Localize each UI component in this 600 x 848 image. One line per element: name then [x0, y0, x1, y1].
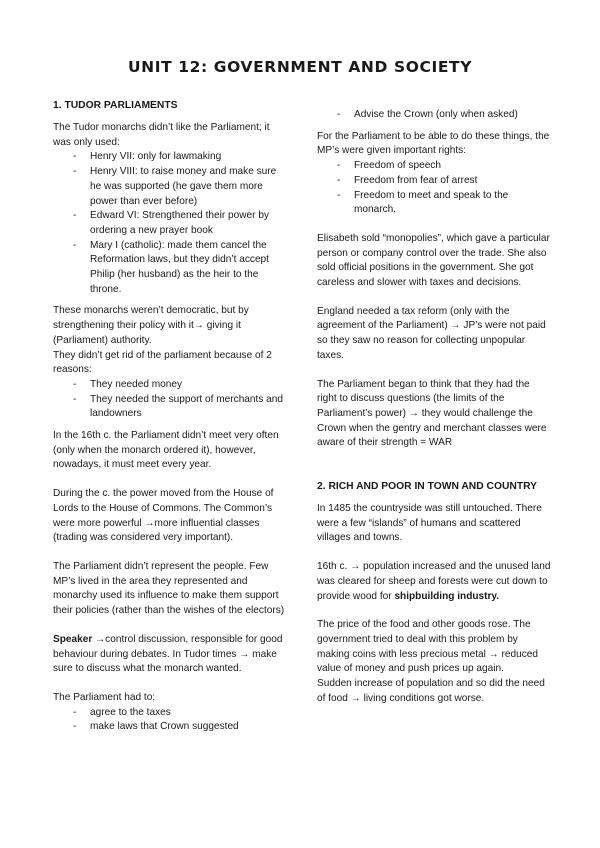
paragraph-text: 16th c. → population increased and the unused land was cleared for sheep and forests were cut down to provide wood for — [317, 561, 551, 602]
paragraph: England needed a tax reform (only with the agreement of the Parliament) → JP’s were not paid so they saw no reason for collecting unpopular taxes. — [317, 305, 546, 361]
speaker-description: →control discussion, responsible for good behaviour during debates. In Tudor times → make sure to discuss what the monarch wanted. — [53, 633, 283, 675]
list-item: - Mary I (catholic): made them cancel the Reformation laws, but they didn’t accept Philip (her husband) as the heir to the throne. — [53, 239, 287, 298]
paragraph: The Parliament began to think that they had the right to discuss questions (the limits of the Parliament’s power) → they would challenge the Crown when the gentry and merchant classes were aware of their strength = WAR — [317, 378, 547, 449]
paragraph: Sudden increase of population and so did the need of food → living conditions got worse. — [317, 678, 545, 704]
paragraph: During the c. the power moved from the House of Lords to the House of Commons. The Common’s were more powerful →more influential classes (trading was considered very important). — [53, 488, 274, 544]
page-title: UNIT 12: GOVERNMENT AND SOCIETY — [127, 58, 473, 76]
section-heading-tudor-parliaments: 1. TUDOR PARLIAMENTS — [53, 100, 178, 111]
paragraph: In 1485 the countryside was still untouched. There were a few “islands” of humans and scattered villages and towns. — [317, 503, 542, 544]
paragraph: For the Parliament to be able to do these things, the MP’s were given important rights: — [317, 130, 550, 157]
parliament-duties-list-continued — [317, 108, 551, 123]
paragraph: They didn’t get rid of the parliament because of 2 reasons: — [53, 349, 272, 376]
list-item: - They needed the support of merchants and landowners — [53, 393, 287, 422]
bold-term: shipbuilding industry. — [394, 590, 500, 602]
speaker-term: Speaker — [53, 633, 93, 645]
paragraph — [317, 560, 551, 604]
list-item: - make laws that Crown suggested — [53, 720, 287, 735]
paragraph: The Parliament had to: — [53, 691, 156, 703]
list-item: - Edward VI: Strengthened their power by ordering a new prayer book — [53, 209, 287, 238]
paragraph: In the 16th c. the Parliament didn’t meet very often (only when the monarch ordered it), however, nowadays, it must meet every year. — [53, 430, 279, 471]
list-item: - Freedom to meet and speak to the monarch. — [317, 189, 551, 218]
left-column — [53, 98, 287, 735]
list-item: - Henry VII: only for lawmaking — [53, 150, 287, 165]
parliament-duties-list — [53, 706, 287, 735]
list-item: - They needed money — [53, 378, 287, 393]
paragraph: The Tudor monarchs didn’t like the Parliament; it was only used: — [53, 122, 270, 148]
list-item: - Henry VIII: to raise money and make sure he was supported (he gave them more power than ever before) — [53, 165, 287, 209]
list-item: - agree to the taxes — [53, 706, 287, 721]
paragraph: Elisabeth sold “monopolies”, which gave a particular person or company control over the trade. She also sold official positions in the government. She got careless and slower with taxes and decisions. — [317, 232, 550, 289]
list-item: - Freedom from fear of arrest — [317, 174, 551, 189]
speaker-paragraph — [53, 633, 287, 677]
section-heading-rich-and-poor: 2. RICH AND POOR IN TOWN AND COUNTRY — [317, 481, 538, 493]
list-item: - Freedom of speech — [317, 159, 551, 174]
paragraph: These monarchs weren’t democratic, but by strengthening their policy with it→ giving it (Parliament) authority. — [53, 305, 249, 346]
paragraph: The price of the food and other goods rose. The government tried to deal with this problem by making coins with less precious metal → reduced value of money and push prices up again. — [317, 619, 539, 675]
mp-rights-list — [317, 159, 551, 218]
right-column — [317, 108, 551, 707]
list-item: - Advise the Crown (only when asked) — [317, 108, 551, 123]
reasons-list — [53, 378, 287, 422]
monarchs-list — [53, 150, 287, 297]
paragraph: The Parliament didn’t represent the people. Few MP’s lived in the area they represented and monarchy used its influence to make them support their policies (rather than the wishes of the electors) — [53, 560, 285, 617]
